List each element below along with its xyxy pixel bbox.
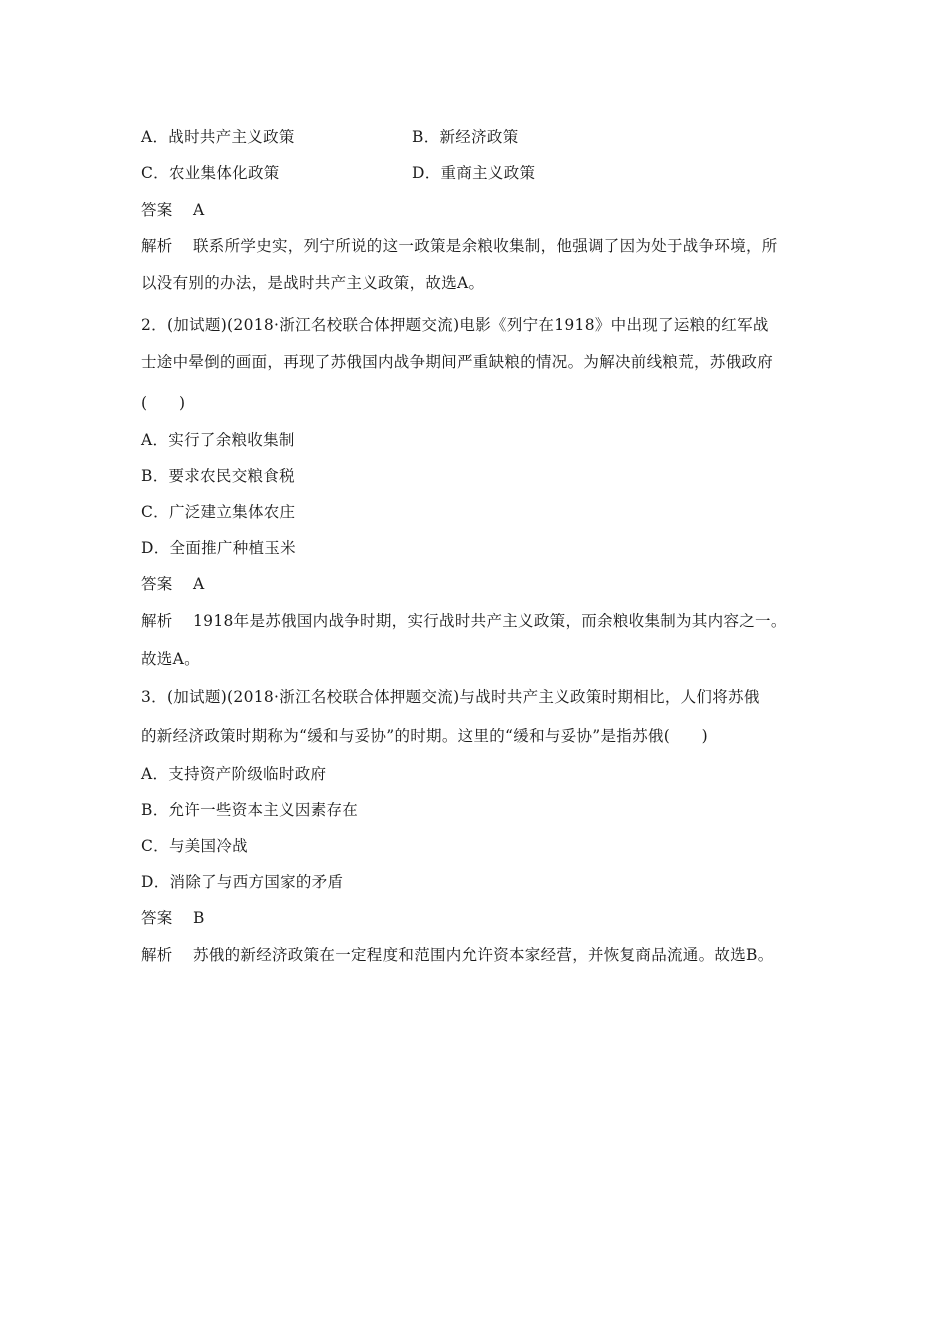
- q3-option-c: C．与美国冷战: [141, 837, 248, 855]
- answer-label: 答案: [141, 909, 173, 927]
- q3-stem-line-1: 3．(加试题)(2018·浙江名校联合体押题交流)与战时共产主义政策时期相比，人们将苏俄: [141, 688, 760, 706]
- q1-answer: [141, 200, 205, 220]
- q1-analysis-cont: 以没有别的办法，是战时共产主义政策，故选A。: [141, 274, 485, 292]
- q3-option-a: A．支持资产阶级临时政府: [141, 765, 327, 783]
- answer-value: A: [193, 201, 205, 219]
- analysis-label: 解析: [141, 946, 173, 964]
- q2-analysis-cont: 故选A。: [141, 650, 200, 668]
- analysis-label: 解析: [141, 612, 173, 630]
- q2-analysis: [141, 611, 787, 631]
- q3-option-b: B．允许一些资本主义因素存在: [141, 801, 359, 819]
- q2-option-d: D．全面推广种植玉米: [141, 539, 296, 557]
- analysis-text: 1918年是苏俄国内战争时期，实行战时共产主义政策，而余粮收集制为其内容之一。: [193, 612, 787, 630]
- answer-value: A: [193, 575, 205, 593]
- answer-label: 答案: [141, 575, 173, 593]
- answer-value: B: [193, 909, 205, 927]
- q1-analysis: [141, 236, 778, 256]
- answer-label: 答案: [141, 201, 173, 219]
- analysis-text: 联系所学史实，列宁所说的这一政策是余粮收集制，他强调了因为处于战争环境，所: [193, 237, 778, 255]
- q1-option-b: B．新经济政策: [412, 128, 519, 146]
- analysis-label: 解析: [141, 237, 173, 255]
- q2-option-c: C．广泛建立集体农庄: [141, 503, 296, 521]
- q3-option-d: D．消除了与西方国家的矛盾: [141, 873, 344, 891]
- q3-analysis: [141, 945, 774, 965]
- q1-option-a: A．战时共产主义政策: [141, 128, 295, 146]
- q2-option-b: B．要求农民交粮食税: [141, 467, 295, 485]
- q1-option-c: C．农业集体化政策: [141, 164, 280, 182]
- q2-stem-line-3: ( ): [141, 394, 186, 412]
- q3-answer: [141, 908, 205, 928]
- q2-answer: [141, 574, 205, 594]
- q3-stem-line-2: 的新经济政策时期称为“缓和与妥协”的时期。这里的“缓和与妥协”是指苏俄( ): [141, 727, 708, 745]
- analysis-text: 苏俄的新经济政策在一定程度和范围内允许资本家经营，并恢复商品流通。故选B。: [193, 946, 774, 964]
- q2-stem-line-2: 士途中晕倒的画面，再现了苏俄国内战争期间严重缺粮的情况。为解决前线粮荒，苏俄政府: [141, 353, 774, 371]
- q1-option-d: D．重商主义政策: [412, 164, 536, 182]
- q2-option-a: A．实行了余粮收集制: [141, 431, 295, 449]
- q2-stem-line-1: 2．(加试题)(2018·浙江名校联合体押题交流)电影《列宁在1918》中出现了运粮的红军战: [141, 316, 769, 334]
